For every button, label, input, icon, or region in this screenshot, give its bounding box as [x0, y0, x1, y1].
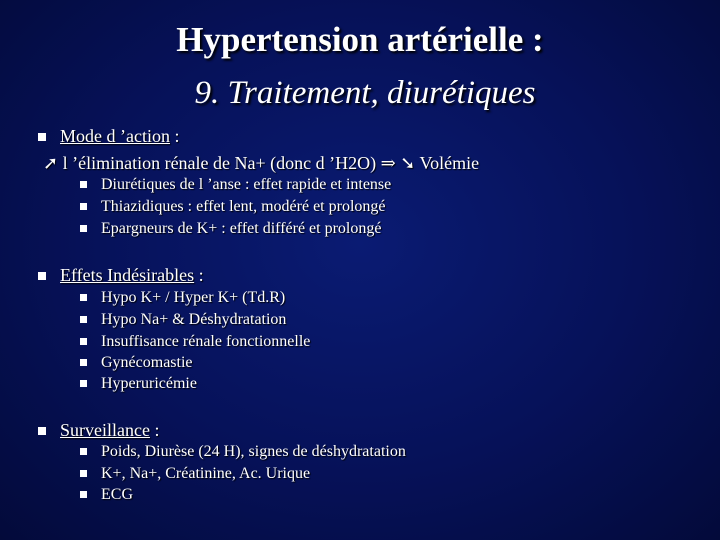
heading-colon: :	[149, 420, 160, 440]
list-item: ECG	[80, 486, 133, 504]
list-item: Insuffisance rénale fonctionnelle	[80, 333, 310, 351]
mechanism-result: Volémie	[415, 153, 480, 173]
up-arrow-icon: ➚	[43, 153, 59, 173]
section-surveillance	[38, 420, 159, 441]
list-item: Diurétiques de l ’anse : effet rapide et intense	[80, 176, 391, 194]
bullet-square-icon	[80, 181, 87, 188]
list-item: Poids, Diurèse (24 H), signes de déshydratation	[80, 443, 406, 461]
section-heading: Mode d ’action	[60, 126, 170, 146]
slide-title: Hypertension artérielle :	[176, 20, 544, 59]
bullet-square-icon	[80, 225, 87, 232]
slide-subtitle: 9. Traitement, diurétiques	[194, 75, 536, 111]
mechanism-text: l ’élimination rénale de Na+ (donc d ’H2O)	[58, 153, 381, 173]
section-mode-action	[38, 126, 179, 147]
bullet-square-icon	[80, 491, 87, 498]
bullet-square-icon	[80, 359, 87, 366]
bullet-square-icon	[80, 448, 87, 455]
bullet-square-icon	[80, 316, 87, 323]
down-arrow-icon: ➘	[395, 153, 416, 173]
section-effets-indesirables	[38, 265, 204, 286]
bullet-square-icon	[80, 470, 87, 477]
list-item: Thiazidiques : effet lent, modéré et prolongé	[80, 198, 386, 216]
list-item: Epargneurs de K+ : effet différé et prolongé	[80, 220, 381, 238]
heading-colon: :	[169, 126, 180, 146]
section-heading: Surveillance	[60, 420, 150, 440]
list-item: Hyperuricémie	[80, 375, 197, 393]
bullet-square-icon	[38, 133, 46, 141]
bullet-square-icon	[38, 427, 46, 435]
mechanism-line	[43, 153, 479, 174]
section-heading: Effets Indésirables	[60, 265, 195, 285]
heading-colon: :	[194, 265, 204, 285]
implies-arrow-icon: ⇒	[380, 153, 396, 173]
bullet-square-icon	[80, 338, 87, 345]
list-item: Hypo K+ / Hyper K+ (Td.R)	[80, 289, 285, 307]
bullet-square-icon	[80, 203, 87, 210]
list-item: K+, Na+, Créatinine, Ac. Urique	[80, 465, 310, 483]
list-item: Gynécomastie	[80, 354, 193, 372]
bullet-square-icon	[80, 294, 87, 301]
bullet-square-icon	[80, 380, 87, 387]
bullet-square-icon	[38, 272, 46, 280]
list-item: Hypo Na+ & Déshydratation	[80, 311, 286, 329]
